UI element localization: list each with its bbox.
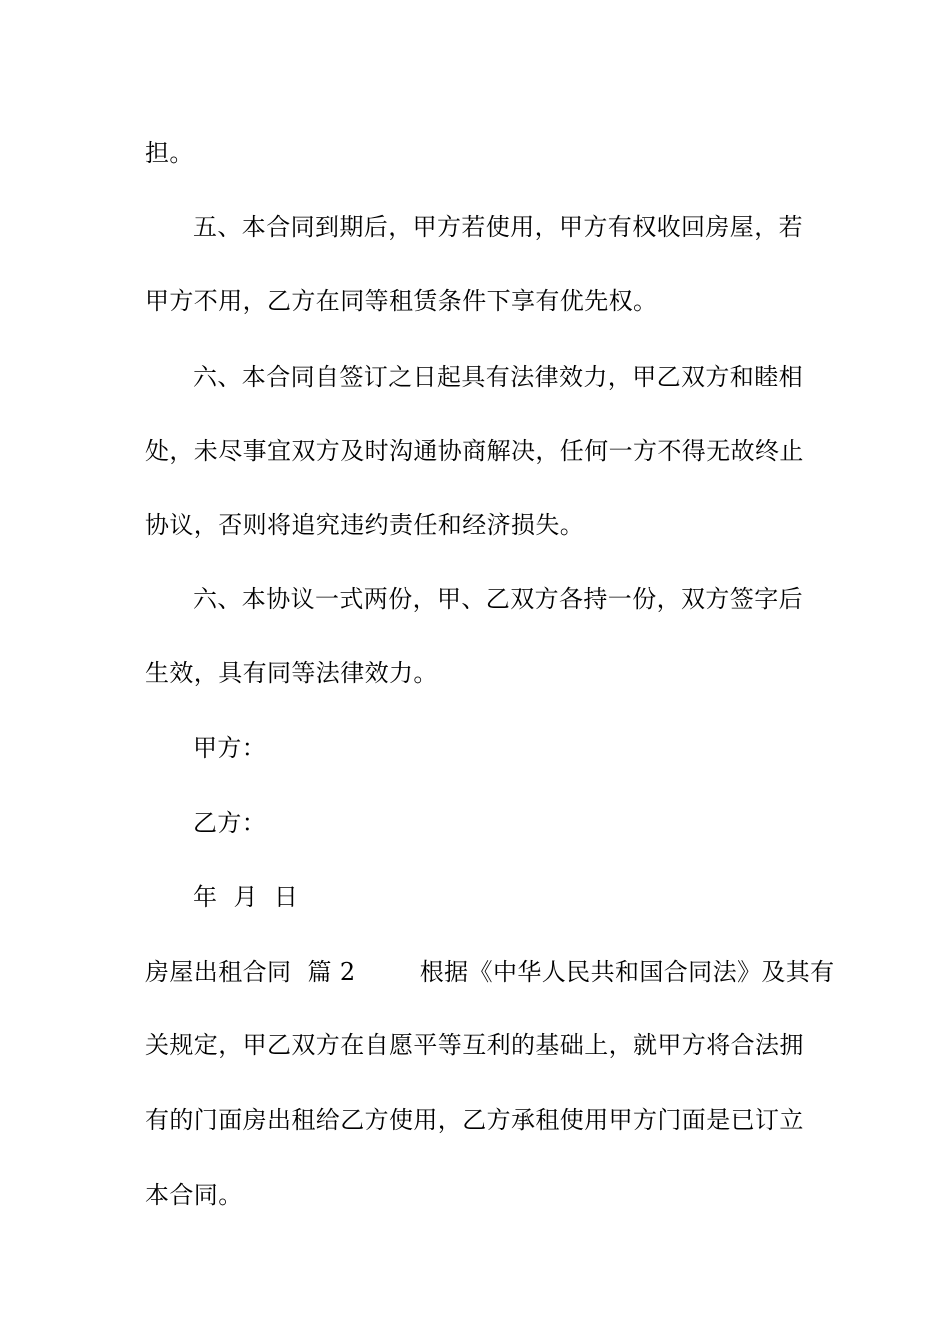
preamble-line-3: 本合同。 [145,1181,243,1209]
date-line: 年 月 日 [193,883,299,911]
clause-six-b-line-2: 生效，具有同等法律效力。 [145,659,438,687]
preamble-line-1: 关规定，甲乙双方在自愿平等互利的基础上，就甲方将合法拥 [145,1031,804,1059]
clause-five-line-1: 五、本合同到期后，甲方若使用，甲方有权收回房屋，若 [193,213,803,241]
party-a-signature-label: 甲方： [193,734,267,762]
preamble-line-2: 有的门面房出租给乙方使用，乙方承租使用甲方门面是已订立 [145,1106,804,1134]
clause-six-line-2: 处，未尽事宜双方及时沟通协商解决，任何一方不得无故终止 [145,437,804,465]
clause-five-line-2: 甲方不用，乙方在同等租赁条件下享有优先权。 [145,287,658,315]
contract-heading-line: 房屋出租合同 篇 2 根据《中华人民共和国合同法》及其有 [145,958,835,986]
party-b-signature-label: 乙方： [193,809,267,837]
clause-six-line-1: 六、本合同自签订之日起具有法律效力，甲乙双方和睦相 [193,363,803,391]
clause-six-line-3: 协议，否则将追究违约责任和经济损失。 [145,511,585,539]
clause-six-b-line-1: 六、本协议一式两份，甲、乙双方各持一份，双方签字后 [193,585,803,613]
text-line: 担。 [145,139,194,167]
